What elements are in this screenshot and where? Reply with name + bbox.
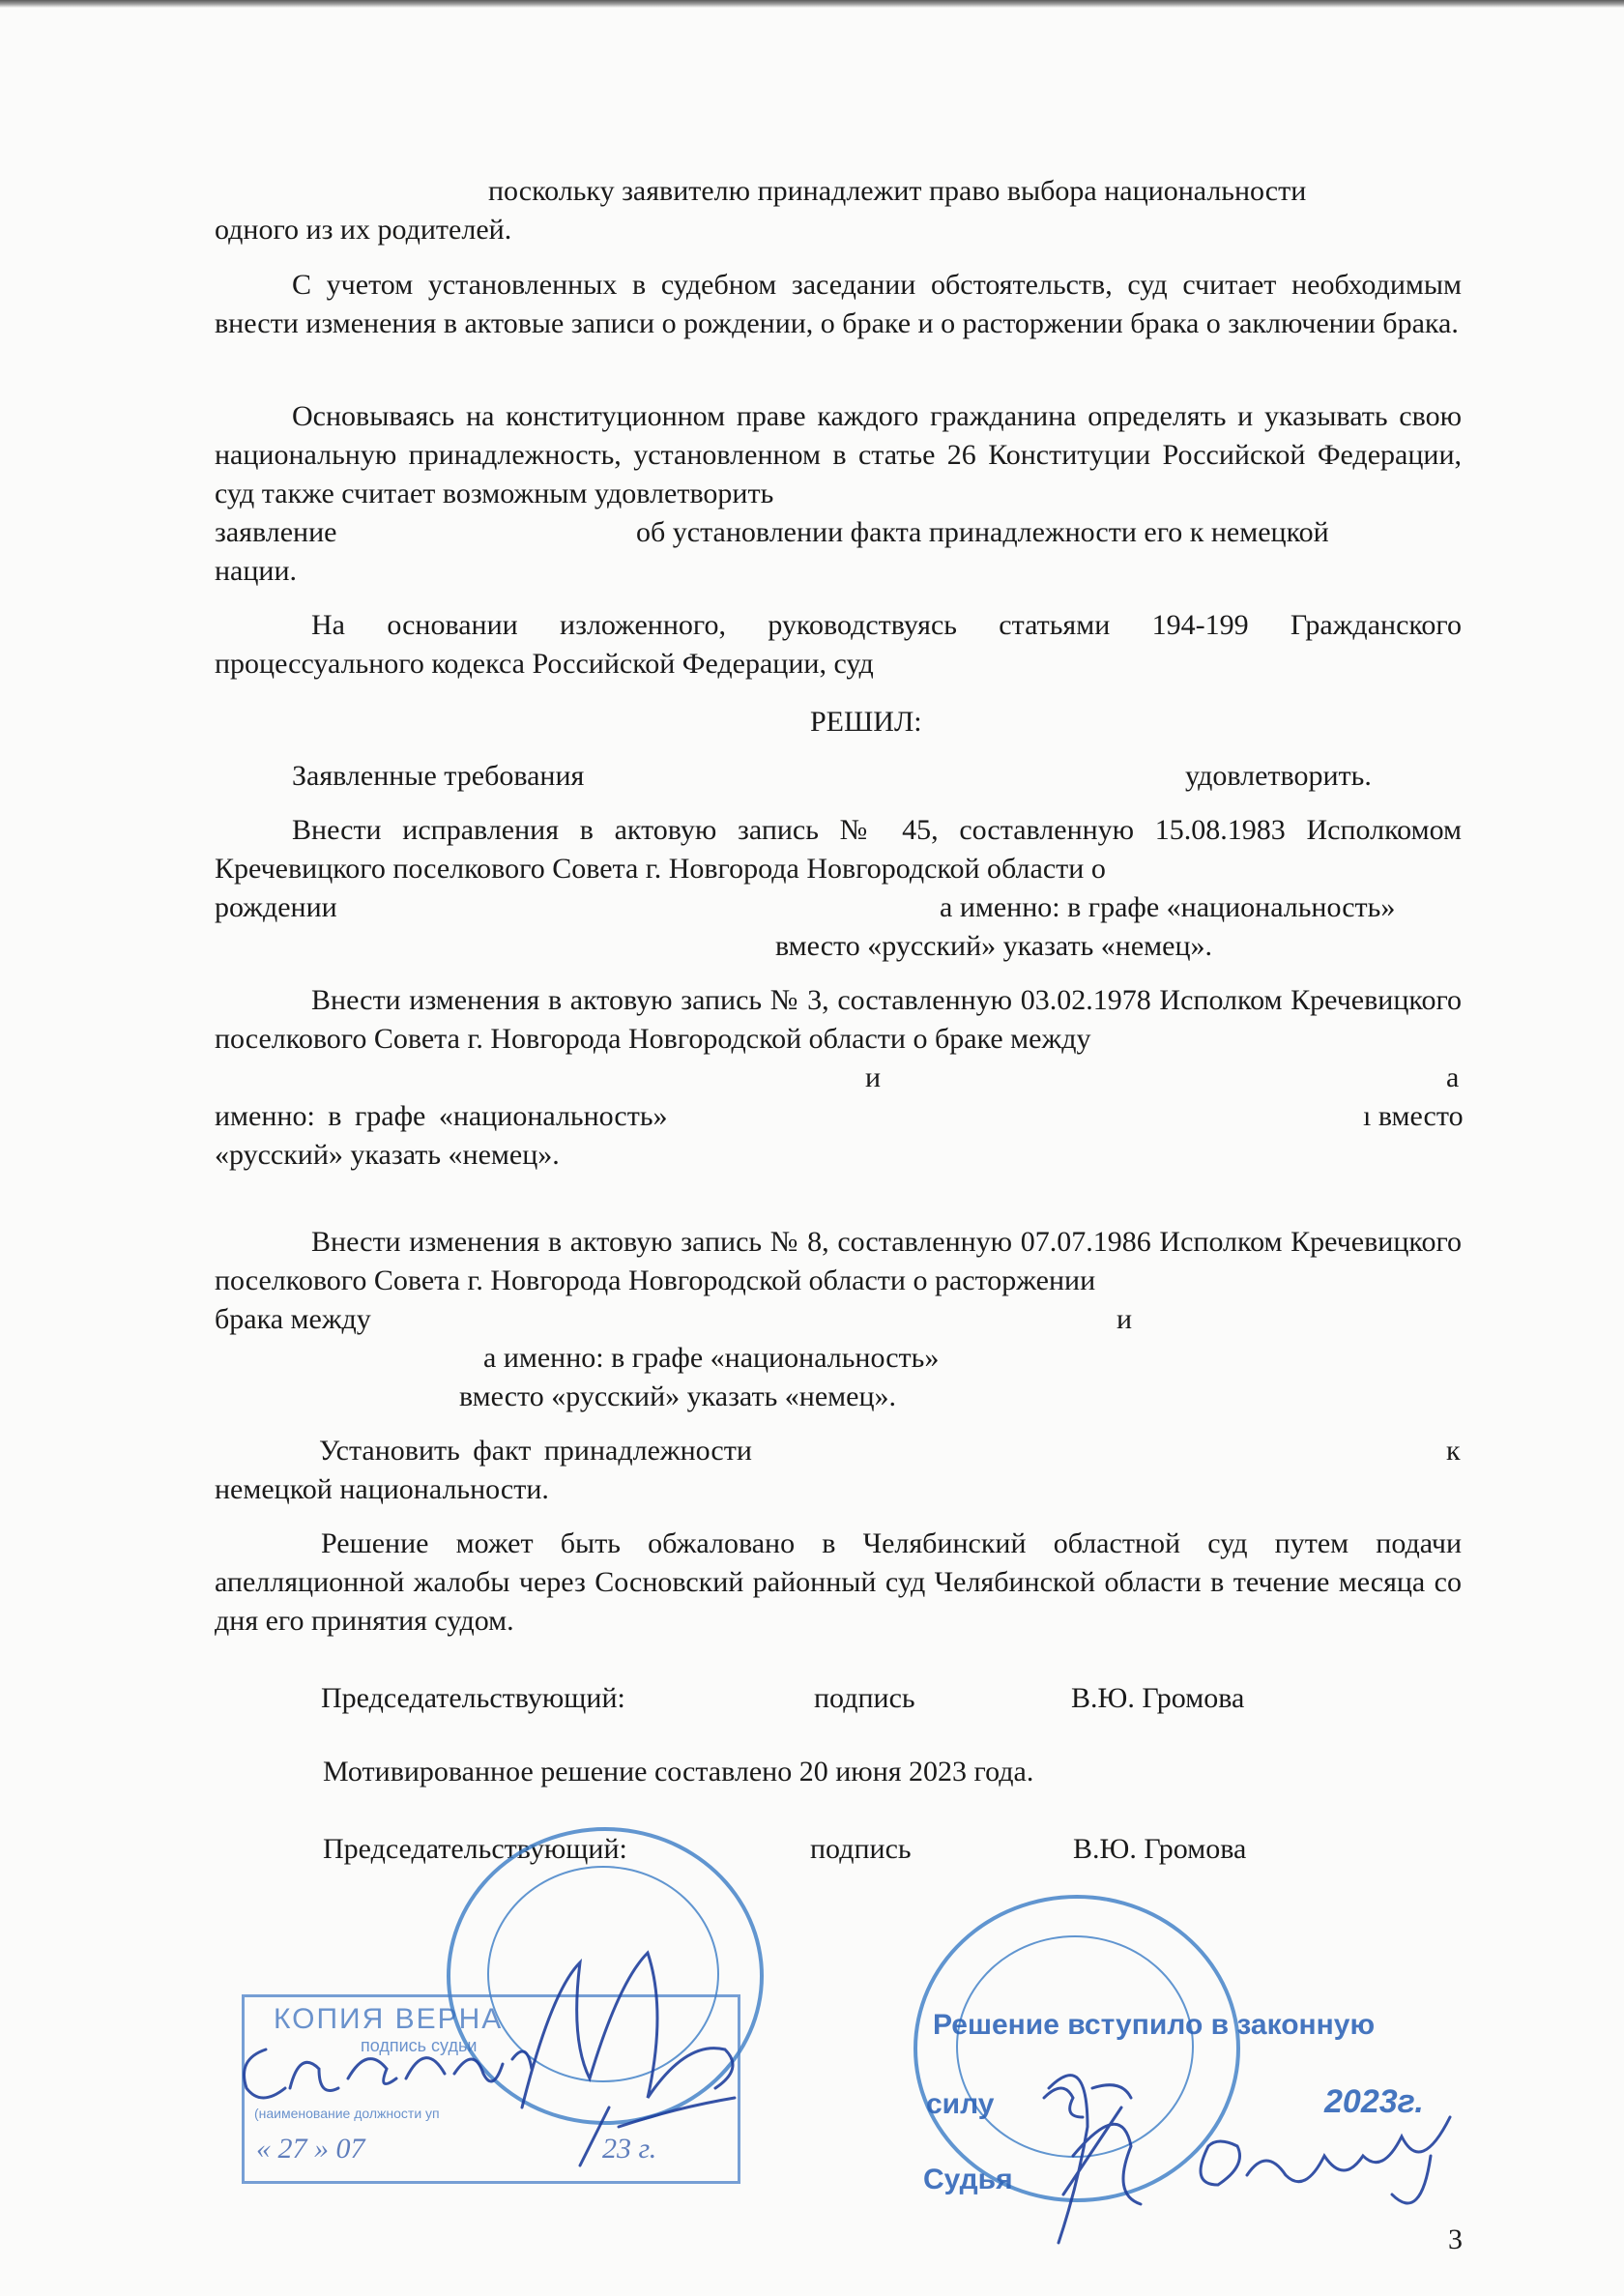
sig1-sign: подпись xyxy=(814,1682,915,1714)
copy-true-stamp xyxy=(242,1994,740,2184)
motivated-decision: Мотивированное решение составлено 20 июня 2023 года. xyxy=(323,1756,1034,1787)
copy-stamp-header: КОПИЯ ВЕРНА xyxy=(274,2003,504,2035)
p1-line1: поскольку заявителю принадлежит право выбора национальности xyxy=(488,175,1307,207)
effective-stamp-line1: Решение вступило в законную xyxy=(933,2009,1376,2041)
p7-a-letter: а xyxy=(1446,1061,1460,1093)
court-seal-right xyxy=(914,1895,1240,2202)
p8-field: а именно: в графе «национальность» xyxy=(483,1342,940,1374)
effective-stamp-line2: силу xyxy=(926,2088,995,2120)
effective-stamp-year: 2023г. xyxy=(1324,2083,1424,2120)
p6-replace: вместо «русский» указать «немец». xyxy=(775,930,1212,962)
p8-between: брака между xyxy=(215,1303,371,1335)
copy-stamp-sub: подпись судьи xyxy=(361,2036,478,2055)
p8-replace: вместо «русский» указать «немец». xyxy=(459,1381,896,1412)
p3-paragraph: Основываясь на конституционном праве каждого гражданина определять и указывать свою национальную принадлежность, установленном в статье 26 Конституции Российской Федерации, суд также считает возможным удовлетворить xyxy=(215,400,1462,509)
p7-instead: ı вместо xyxy=(1363,1100,1464,1132)
p9-k: к xyxy=(1446,1435,1461,1467)
page-number: 3 xyxy=(1448,2223,1463,2255)
p9-establish: Установить факт принадлежности xyxy=(319,1435,752,1467)
p1-line2: одного из их родителей. xyxy=(215,214,512,246)
p3-word-zayavlenie: заявление xyxy=(215,516,337,548)
p6-paragraph: Внести исправления в актовую запись № 45, составленную 15.08.1983 Исполкомом Кречевицкого поселкового Совета г. Новгорода Новгородской области о xyxy=(215,814,1462,885)
p4-paragraph: На основании изложенного, руководствуясь статьями 194-199 Гражданского процессуального кодекса Российской Федерации, суд xyxy=(215,609,1462,680)
p2-paragraph: С учетом установленных в судебном заседании обстоятельств, суд считает необходимым внести изменения в актовые записи о рождении, о браке и о расторжении брака о заключении брака. xyxy=(215,269,1462,339)
sig1-role: Председательствующий: xyxy=(321,1682,625,1714)
p8-paragraph: Внести изменения в актовую запись № 8, составленную 07.07.1986 Исполком Кречевицкого поселкового Совета г. Новгорода Новгородской области о расторжении xyxy=(215,1226,1462,1296)
p8-and: и xyxy=(1116,1303,1133,1335)
sig1-name: В.Ю. Громова xyxy=(1071,1682,1245,1714)
p7-replace: «русский» указать «немец». xyxy=(215,1139,560,1171)
copy-stamp-date: « 27 » 07 xyxy=(256,2133,365,2165)
sig2-sign: подпись xyxy=(810,1833,912,1865)
p7-paragraph: Внести изменения в актовую запись № 3, составленную 03.02.1978 Исполком Кречевицкого поселкового Совета г. Новгорода Новгородской области о браке между xyxy=(215,984,1462,1055)
p3-fact-text: об установлении факта принадлежности его к немецкой xyxy=(636,516,1329,548)
p5-satisfy: удовлетворить. xyxy=(1185,760,1372,792)
p6-birth: рождении xyxy=(215,891,337,923)
sig2-name: В.Ю. Громова xyxy=(1073,1833,1247,1865)
p3-nation: нации. xyxy=(215,555,298,587)
copy-stamp-year: 23 г. xyxy=(602,2133,657,2165)
p7-field: именно: в графе «национальность» xyxy=(215,1100,668,1132)
effective-stamp-judge: Судья xyxy=(923,2164,1013,2195)
decision-heading: РЕШИЛ: xyxy=(810,706,922,738)
sig2-role: Председательствующий: xyxy=(323,1833,627,1865)
p10-appeal: Решение может быть обжаловано в Челябинский областной суд путем подачи апелляционной жалобы через Сосновский районный суд Челябинской области в течение месяца со дня его принятия судом. xyxy=(215,1527,1462,1637)
copy-stamp-role: (наименование должности уп xyxy=(254,2106,440,2121)
p6-field: а именно: в графе «национальность» xyxy=(940,891,1396,923)
p7-and: и xyxy=(865,1061,882,1093)
scan-top-edge xyxy=(0,0,1624,8)
p9-nationality: немецкой национальности. xyxy=(215,1473,549,1505)
p5-claims: Заявленные требования xyxy=(292,760,585,792)
